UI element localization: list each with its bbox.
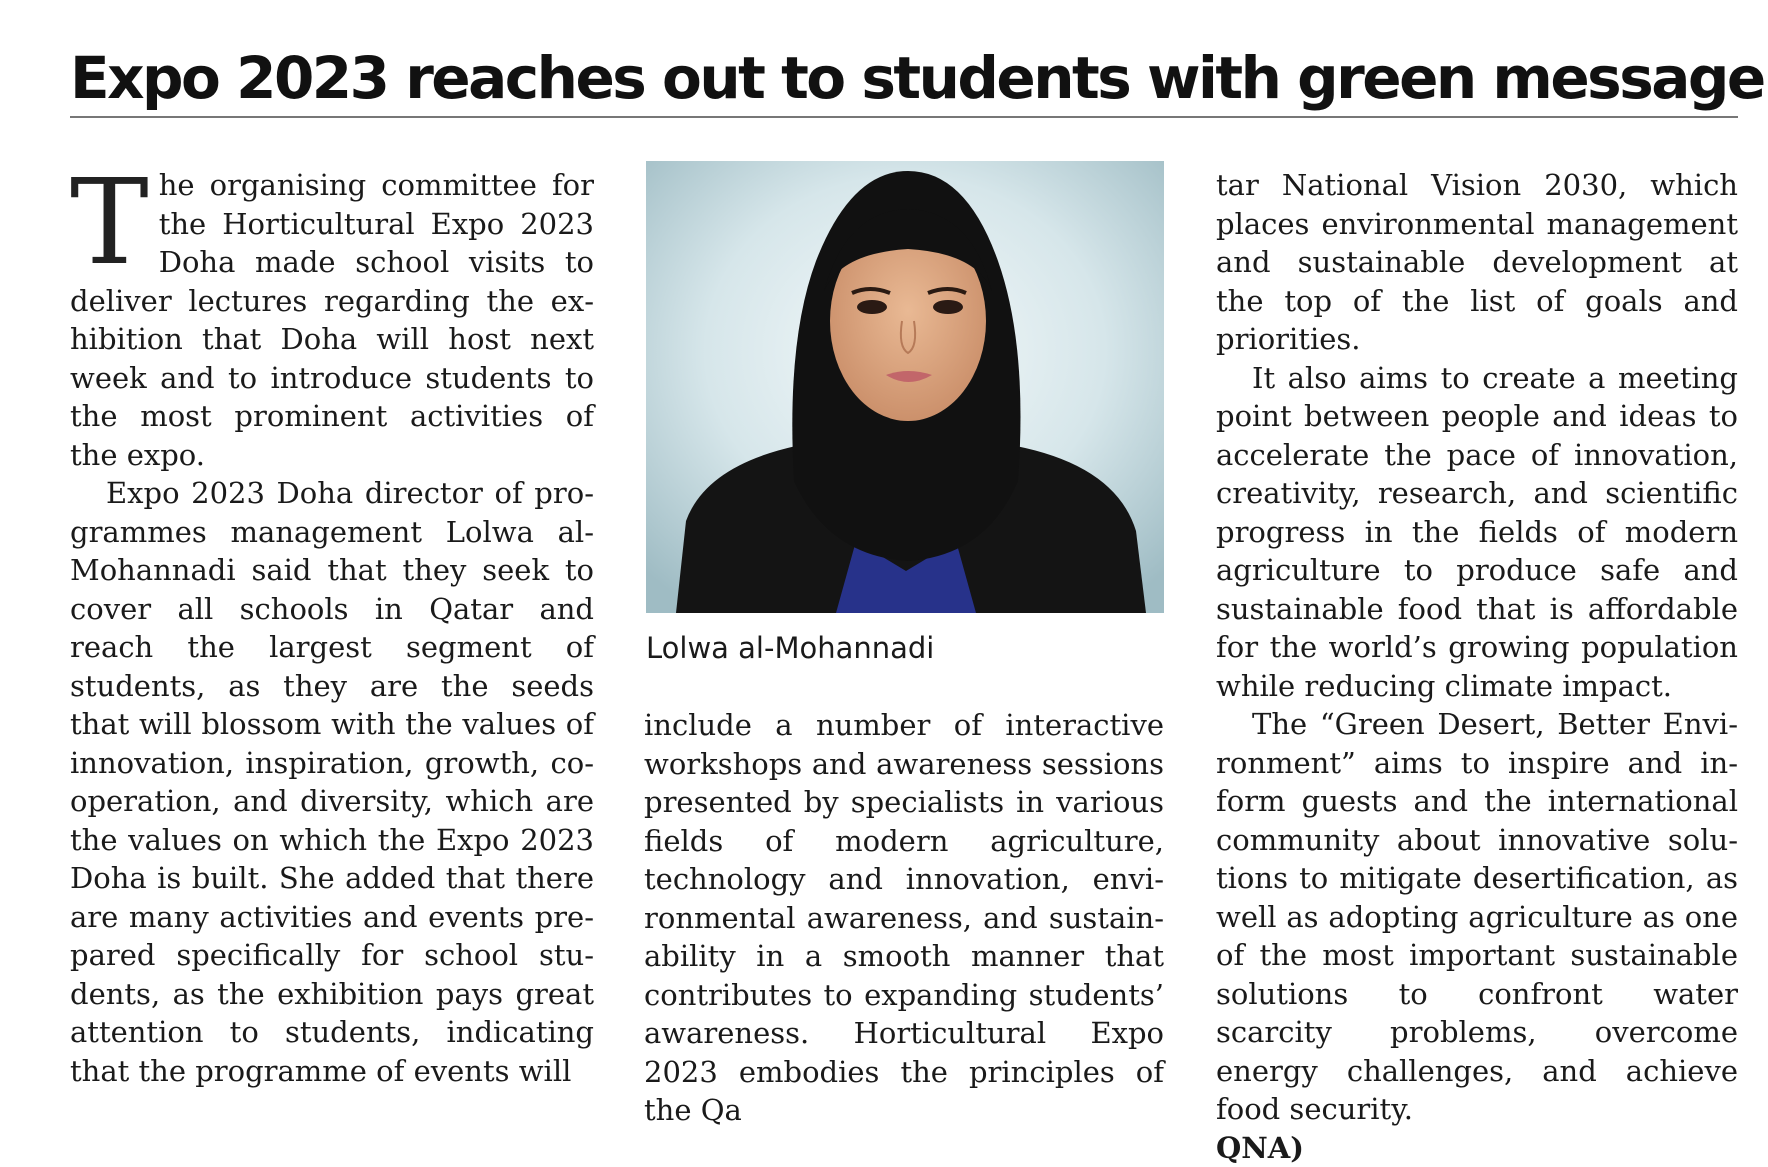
article-column-2: [644, 706, 1164, 1130]
paragraph-text: he organising committee for the Horticultural Expo 2023 Doha made school visits to deliver lectures regarding the exhibition that Doha will host next week and to introduce students to the most prominent activities of the expo.: [70, 168, 594, 472]
headline-rule: [70, 116, 1738, 118]
article-credit: [1216, 1129, 1738, 1167]
drop-cap: T: [70, 174, 149, 270]
paragraph: Expo 2023 Doha director of programmes management Lolwa al-Mohannadi said that they seek to cover all schools in Qatar and reach the largest segment of students, as they are the seeds that will blossom with the values of innovation, inspiration, growth, co-operation, and diversity, which are the values on which the Expo 2023 Doha is built. She added that there are many activities and events prepared specifically for school students, as the exhibition pays great attention to students, indicating that the programme of events will: [70, 474, 594, 1090]
portrait-photo: [646, 161, 1164, 613]
paragraph: tar National Vision 2030, which places environmental management and sustainable development at the top of the list of goals and priorities.: [1216, 166, 1738, 359]
paragraph: It also aims to create a meeting point between people and ideas to accelerate the pace of innovation, creativity, research, and scientific progress in the fields of modern agriculture to produce safe and sustainable food that is affordable for the world’s growing population while reducing climate impact.: [1216, 359, 1738, 706]
paragraph: [70, 166, 594, 474]
paragraph: include a number of interactive workshops and awareness sessions presented by specialists in various fields of modern agriculture, technology and innovation, environmental awareness, and sustainability in a smooth manner that contributes to expanding students’ awareness. Horticultural Expo 2023 embodies the principles of the Qa: [644, 706, 1164, 1130]
photo-caption: Lolwa al-Mohannadi: [646, 630, 934, 666]
article-column-1: [70, 166, 594, 1090]
paragraph: The “Green Desert, Better Environment” aims to inspire and inform guests and the international community about innovative solutions to mitigate desertification, as well as adopting agriculture as one of the most important sustainable solutions to confront water scarcity problems, overcome energy challenges, and achieve food security.: [1216, 705, 1738, 1129]
article-column-3: [1216, 166, 1738, 1167]
credit-text: QNA): [1216, 1131, 1304, 1165]
headline: Expo 2023 reaches out to students with green message: [70, 38, 1730, 118]
